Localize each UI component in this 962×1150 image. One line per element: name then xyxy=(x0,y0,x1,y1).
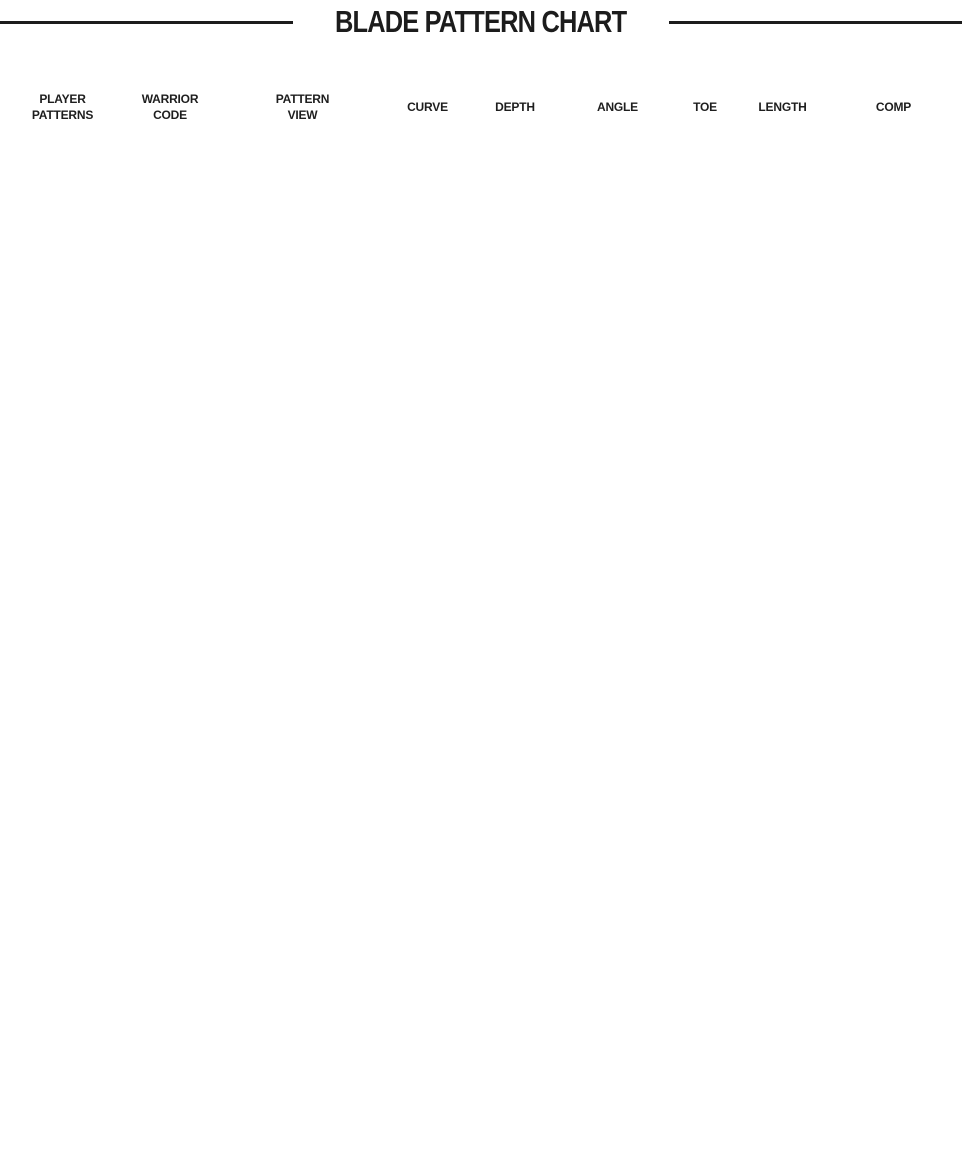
column-header-label: PATTERN VIEW xyxy=(275,92,330,122)
column-header-warrior-code xyxy=(125,92,215,123)
column-header-depth xyxy=(465,100,565,116)
column-header-pattern-view xyxy=(215,92,390,123)
column-header-player-patterns xyxy=(0,92,125,123)
column-header-label: TOE xyxy=(693,100,717,115)
page-title-bar xyxy=(0,0,962,44)
column-header-comp xyxy=(825,100,962,116)
column-header-label: WARRIOR CODE xyxy=(141,92,199,122)
title-rule-right xyxy=(669,21,962,24)
page-title: BLADE PATTERN CHART xyxy=(335,4,627,39)
column-header-angle xyxy=(565,100,670,116)
column-header-label: PLAYER PATTERNS xyxy=(31,92,94,122)
column-header-label: CURVE xyxy=(407,100,448,115)
column-header-label: COMP xyxy=(875,100,912,115)
table-header-row xyxy=(0,80,962,136)
column-header-curve xyxy=(390,100,465,116)
column-header-label: DEPTH xyxy=(495,100,535,115)
column-header-toe xyxy=(670,100,740,116)
column-header-label: LENGTH xyxy=(758,100,807,115)
column-header-label: ANGLE xyxy=(596,100,638,115)
title-rule-left xyxy=(0,21,293,24)
column-header-length xyxy=(740,100,825,116)
